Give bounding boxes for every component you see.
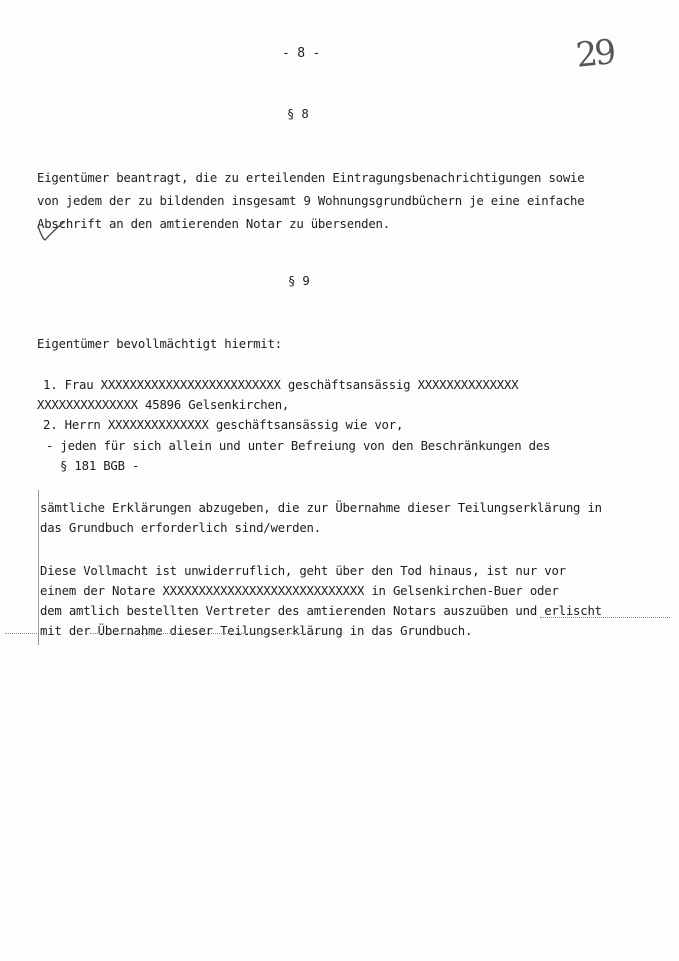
- page-number: - 8 -: [282, 46, 321, 61]
- handwritten-page-number: 29: [574, 32, 616, 76]
- section-8-line-3: Abschrift an den amtierenden Notar zu übersenden.: [37, 217, 390, 231]
- margin-line: [38, 490, 39, 645]
- section-8-heading: § 8: [287, 107, 309, 121]
- section-8-line-2: von jedem der zu bildenden insgesamt 9 Wohnungsgrundbüchern je eine einfache: [37, 194, 585, 208]
- paragraph-1-line-2: das Grundbuch erforderlich sind/werden.: [40, 521, 321, 535]
- item-2: 2. Herrn XXXXXXXXXXXXXX geschäftsansässig wie vor,: [43, 418, 404, 432]
- section-9-intro: Eigentümer bevollmächtigt hiermit:: [37, 337, 282, 351]
- item-1-line-1: 1. Frau XXXXXXXXXXXXXXXXXXXXXXXXX geschäftsansässig XXXXXXXXXXXXXX: [43, 378, 519, 392]
- handwritten-checkmark-icon: [36, 220, 66, 242]
- paragraph-2-line-3: dem amtlich bestellten Vertreter des amtierenden Notars auszuüben und erlischt: [40, 604, 602, 618]
- paragraph-1-line-1: sämtliche Erklärungen abzugeben, die zur Übernahme dieser Teilungserklärung in: [40, 501, 602, 515]
- section-9-heading: § 9: [288, 274, 310, 288]
- paragraph-2-line-4: mit der Übernahme dieser Teilungserklärung in das Grundbuch.: [40, 624, 473, 638]
- paragraph-2-line-1: Diese Vollmacht ist unwiderruflich, geht über den Tod hinaus, ist nur vor: [40, 564, 566, 578]
- paragraph-2-line-2: einem der Notare XXXXXXXXXXXXXXXXXXXXXXXXXXXX in Gelsenkirchen-Buer oder: [40, 584, 559, 598]
- section-8-line-1: Eigentümer beantragt, die zu erteilenden Eintragungsbenachrichtigungen sowie: [37, 171, 585, 185]
- dotted-rule: [5, 633, 37, 634]
- dotted-rule: [90, 633, 320, 634]
- clause-line-1: - jeden für sich allein und unter Befreiung von den Beschränkungen des: [46, 439, 551, 453]
- clause-line-2: § 181 BGB -: [60, 459, 140, 473]
- dotted-rule: [540, 617, 670, 618]
- item-1-line-2: XXXXXXXXXXXXXX 45896 Gelsenkirchen,: [37, 398, 290, 412]
